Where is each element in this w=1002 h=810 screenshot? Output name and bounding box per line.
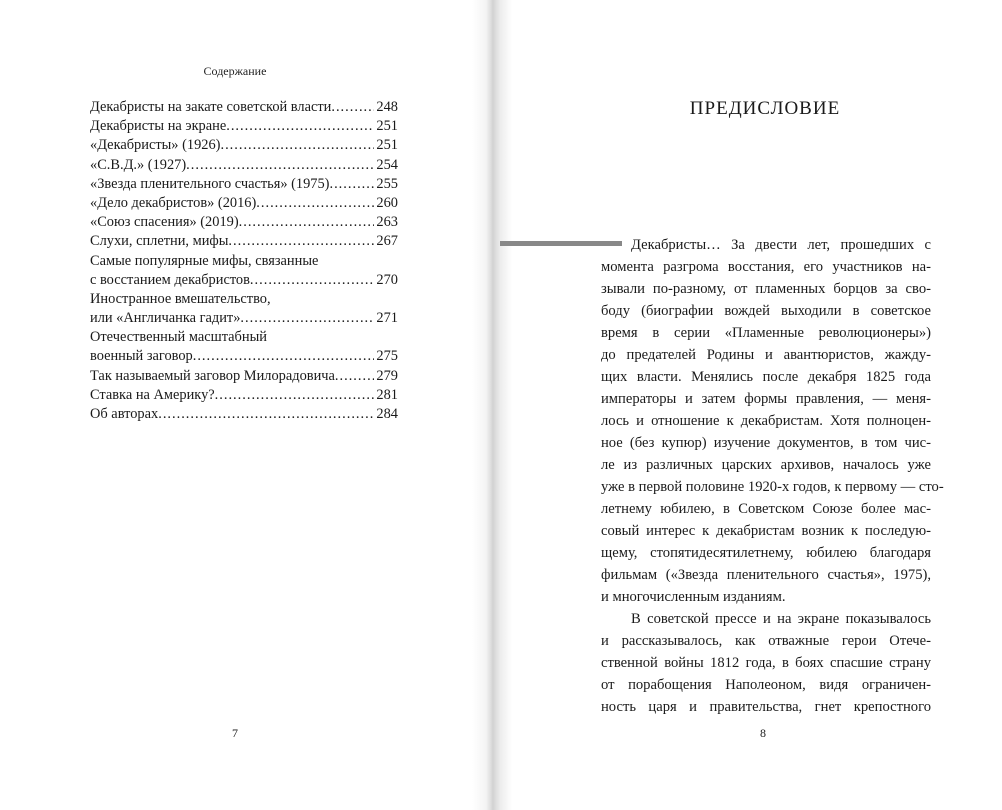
toc-entry: военный заговор ..... 275 xyxy=(90,347,398,366)
page-number-right: 8 xyxy=(760,726,766,740)
text-line: летнему юбилею, в Советском Союзе более мас- xyxy=(601,501,931,517)
toc-entry: Отечественный масштабный xyxy=(90,329,267,346)
chapter-title: ПРЕДИСЛОВИЕ xyxy=(689,98,841,119)
body-text xyxy=(601,234,944,718)
text-line: время в серии «Пламенные революционеры») xyxy=(601,325,931,341)
book-gutter xyxy=(472,0,512,810)
text-line: фильмам («Звезда пленительного счастья», 1975), xyxy=(601,567,931,583)
toc-entry: с восстанием декабристов ..... 270 xyxy=(90,271,398,290)
text-line: щих власти. Менялись после декабря 1825 года xyxy=(601,369,931,385)
left-page xyxy=(0,0,490,810)
text-line: уже в первой половине 1920-х годов, к первому — сто- xyxy=(601,479,944,495)
table-of-contents xyxy=(90,98,398,424)
toc-entry: Иностранное вмешательство, xyxy=(90,290,271,307)
toc-entry: Об авторах ..... 284 xyxy=(90,405,398,424)
toc-entry: Декабристы на экране ..... 251 xyxy=(90,117,398,136)
text-line: ность царя и правительства, гнет крепостного xyxy=(601,699,931,715)
page-number-left: 7 xyxy=(232,726,238,740)
text-line: императоры и затем формы правления, — меня- xyxy=(601,391,931,407)
toc-entry: «С.В.Д.» (1927) ..... 254 xyxy=(90,156,398,175)
toc-entry: «Дело декабристов» (2016) ..... 260 xyxy=(90,194,398,213)
toc-entry: Ставка на Америку? ..... 281 xyxy=(90,386,398,405)
text-line: Декабристы… За двести лет, прошедших с xyxy=(631,237,931,253)
text-line: щему, стопятидесятилетнему, юбилею благодаря xyxy=(601,545,931,561)
toc-entry: или «Англичанка гадит» ..... 271 xyxy=(90,309,398,328)
toc-entry: «Декабристы» (1926) ..... 251 xyxy=(90,136,398,155)
text-line: и многочисленным изданиям. xyxy=(601,589,786,605)
text-line: боду (биографии вождей выходили в советское xyxy=(601,303,931,319)
text-line: ле из различных царских архивов, началось уже xyxy=(601,457,931,473)
toc-entry: «Союз спасения» (2019) ..... 263 xyxy=(90,213,398,232)
text-line: момента разгрома восстания, его участников на- xyxy=(601,259,931,275)
text-line: В советской прессе и на экране показывалось xyxy=(631,611,931,627)
toc-entry: Так называемый заговор Милорадовича ..... 279 xyxy=(90,367,398,386)
text-line: до предателей Родины и авантюристов, жажду- xyxy=(601,347,931,363)
toc-entry: Слухи, сплетни, мифы ..... 267 xyxy=(90,232,398,251)
toc-entry: Самые популярные мифы, связанные xyxy=(90,252,319,269)
text-line: и рассказывалось, как отважные герои Отече- xyxy=(601,633,931,649)
text-line: зывали по-разному, от пламенных борцов за сво- xyxy=(601,281,931,297)
text-line: лось и отношение к декабристам. Хотя полноцен- xyxy=(601,413,931,429)
toc-entry: Декабристы на закате советской власти ..... 248 xyxy=(90,98,398,117)
text-line: от порабощения Наполеоном, видя ограничен- xyxy=(601,677,931,693)
text-line: совый интерес к декабристам возник к последую- xyxy=(601,523,931,539)
text-line: ственной войны 1812 года, в боях спасшие страну xyxy=(601,655,931,671)
toc-entry: «Звезда пленительного счастья» (1975) ..... 255 xyxy=(90,175,398,194)
text-line: ное (без купюр) изучение документов, в том чис- xyxy=(601,435,931,451)
running-head: Содержание xyxy=(203,64,267,78)
